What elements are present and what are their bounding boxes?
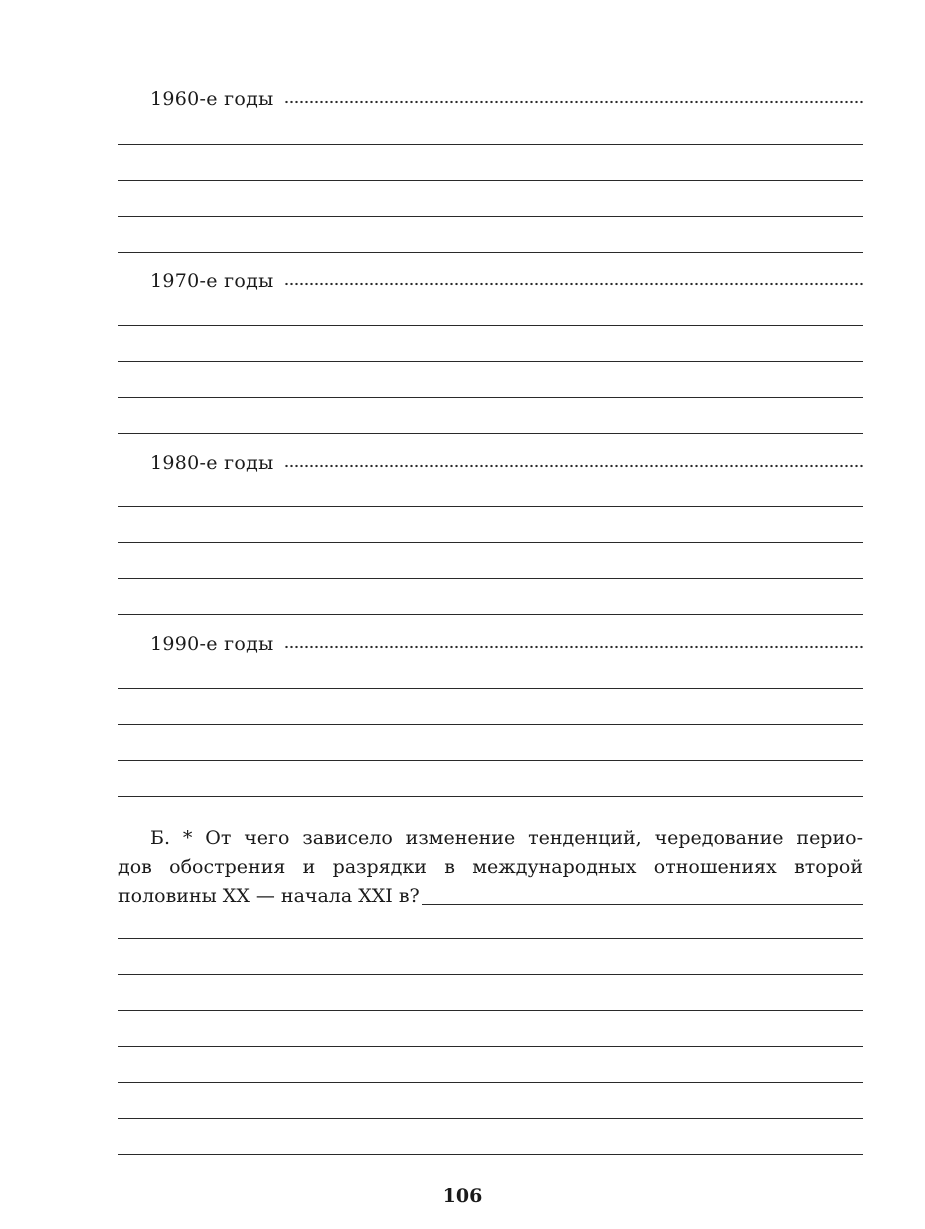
- decade-label: 1980-е годы: [150, 452, 274, 474]
- answer-line[interactable]: [118, 614, 863, 615]
- answer-line[interactable]: [118, 361, 863, 362]
- decade-section-1990s: [118, 625, 863, 825]
- answer-line[interactable]: [118, 688, 863, 689]
- answer-line[interactable]: [118, 724, 863, 725]
- dotted-answer-line[interactable]: [284, 464, 863, 468]
- answer-line[interactable]: [118, 1046, 863, 1047]
- page-number: 106: [442, 1185, 483, 1207]
- answer-line[interactable]: [118, 506, 863, 507]
- answer-line[interactable]: [422, 904, 863, 905]
- answer-line[interactable]: [118, 216, 863, 217]
- answer-line[interactable]: [118, 974, 863, 975]
- answer-line[interactable]: [118, 1154, 863, 1155]
- question-text-last-line: [118, 882, 863, 911]
- decade-label: 1970-е годы: [150, 270, 274, 292]
- dotted-answer-line[interactable]: [284, 282, 863, 286]
- answer-line[interactable]: [118, 325, 863, 326]
- decade-section-1980s: [118, 444, 863, 644]
- decade-heading: [150, 262, 863, 292]
- decade-section-1960s: [118, 80, 863, 280]
- answer-line[interactable]: [118, 938, 863, 939]
- dotted-answer-line[interactable]: [284, 645, 863, 649]
- answer-line[interactable]: [118, 252, 863, 253]
- answer-line[interactable]: [118, 760, 863, 761]
- question-text-line: дов обострения и разрядки в международных отношениях второй: [118, 856, 863, 878]
- answer-line[interactable]: [118, 433, 863, 434]
- decade-heading: [150, 625, 863, 655]
- answer-line[interactable]: [118, 578, 863, 579]
- question-text-line: Б. * От чего зависело изменение тенденций, чередование перио-: [150, 827, 863, 849]
- question-b: [118, 824, 863, 911]
- decade-heading: [150, 80, 863, 110]
- answer-line[interactable]: [118, 1082, 863, 1083]
- answer-line[interactable]: [118, 1010, 863, 1011]
- answer-line[interactable]: [118, 1118, 863, 1119]
- answer-line[interactable]: [118, 180, 863, 181]
- answer-line[interactable]: [118, 144, 863, 145]
- answer-line[interactable]: [118, 542, 863, 543]
- decade-label: 1960-е годы: [150, 88, 274, 110]
- question-text-line: половины XX — начала XXI в?: [118, 885, 420, 907]
- decade-section-1970s: [118, 262, 863, 462]
- answer-line[interactable]: [118, 796, 863, 797]
- decade-label: 1990-е годы: [150, 633, 274, 655]
- answer-line[interactable]: [118, 397, 863, 398]
- decade-heading: [150, 444, 863, 474]
- dotted-answer-line[interactable]: [284, 100, 863, 104]
